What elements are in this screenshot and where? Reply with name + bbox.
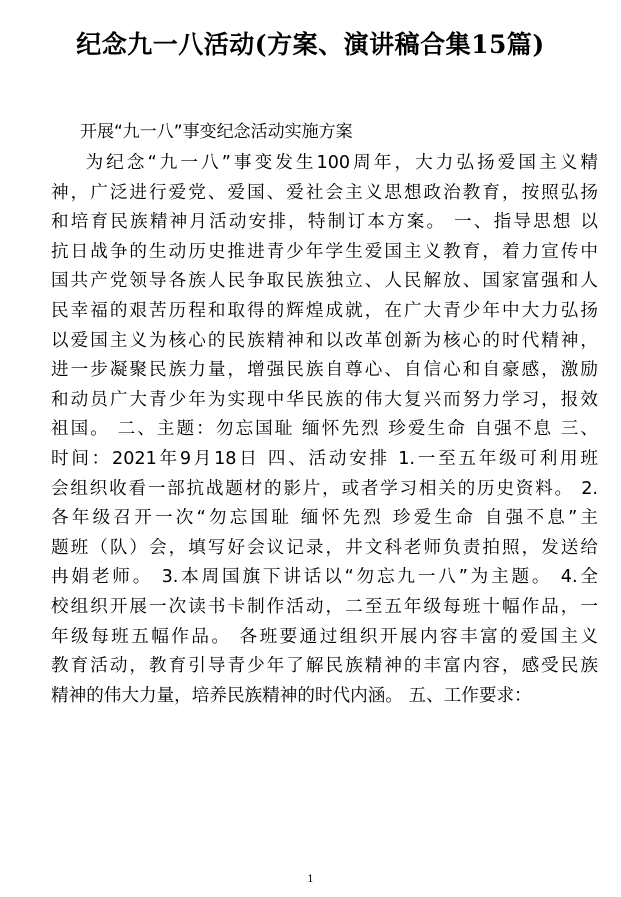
body-line: 教育活动，教育引导青少年了解民族精神的丰富内容，感受民族 bbox=[51, 656, 598, 677]
body-line: 时间：2021年9月18日 四、活动安排 1.一至五年级可利用班 bbox=[51, 448, 598, 469]
body-line: 进一步凝聚民族力量，增强民族自尊心、自信心和自豪感，激励 bbox=[51, 360, 598, 381]
body-line: 精神的伟大力量，培养民族精神的时代内涵。 五、工作要求： bbox=[51, 685, 532, 706]
body-line: 会组织收看一部抗战题材的影片，或者学习相关的历史资料。 2. bbox=[51, 478, 598, 499]
page-number: 1 bbox=[307, 874, 314, 885]
body-line: 冉娟老师。 3.本周国旗下讲话以“勿忘九一八”为主题。 4.全 bbox=[51, 567, 598, 588]
body-text bbox=[51, 149, 598, 711]
body-line: 神，广泛进行爱党、爱国、爱社会主义思想政治教育，按照弘扬 bbox=[51, 182, 598, 203]
body-line: 为纪念“九一八”事变发生100周年，大力弘扬爱国主义精 bbox=[51, 153, 598, 173]
body-line: 以爱国主义为核心的民族精神和以改革创新为核心的时代精神， bbox=[51, 330, 598, 351]
document-title: 纪念九一八活动(方案、演讲稿合集15篇) bbox=[76, 30, 545, 59]
body-line: 校组织开展一次读书卡制作活动，二至五年级每班十幅作品，一 bbox=[51, 596, 598, 617]
body-line: 年级每班五幅作品。 各班要通过组织开展内容丰富的爱国主义 bbox=[51, 626, 598, 647]
body-line: 和培育民族精神月活动安排，特制订本方案。 一、指导思想 以 bbox=[51, 212, 598, 233]
body-line: 题班（队）会，填写好会议记录，井文科老师负责拍照，发送给 bbox=[51, 537, 598, 558]
body-line: 和动员广大青少年为实现中华民族的伟大复兴而努力学习，报效 bbox=[51, 389, 598, 410]
document-subtitle: 开展“九一八”事变纪念活动实施方案 bbox=[80, 122, 353, 142]
body-line: 抗日战争的生动历史推进青少年学生爱国主义教育，着力宣传中 bbox=[51, 241, 598, 262]
body-line: 各年级召开一次“勿忘国耻 缅怀先烈 珍爱生命 自强不息”主 bbox=[51, 508, 598, 529]
body-line: 祖国。 二、主题：勿忘国耻 缅怀先烈 珍爱生命 自强不息 三、 bbox=[51, 419, 598, 440]
body-line: 民幸福的艰苦历程和取得的辉煌成就，在广大青少年中大力弘扬 bbox=[51, 300, 598, 321]
body-line: 国共产党领导各族人民争取民族独立、人民解放、国家富强和人 bbox=[51, 271, 598, 292]
